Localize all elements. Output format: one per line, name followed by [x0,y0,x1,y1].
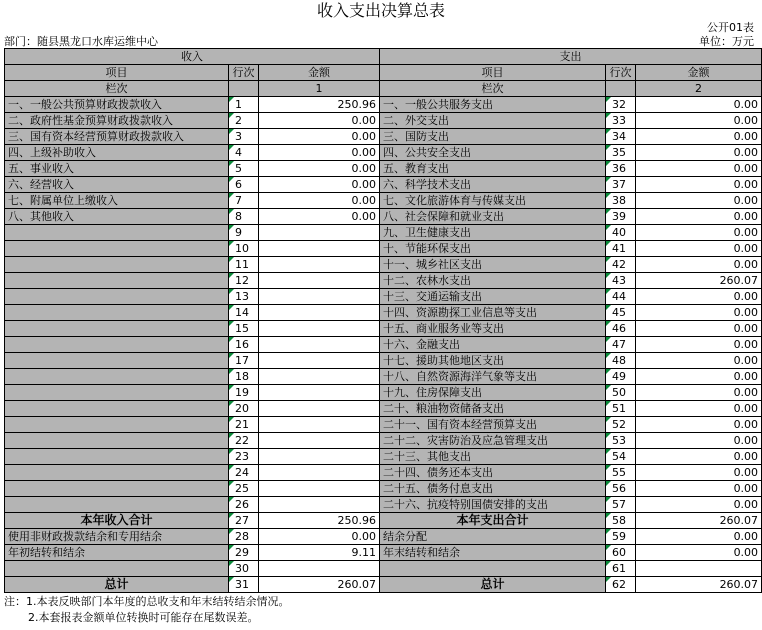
expense-line-number: 53 [606,433,636,449]
income-line-number: 28 [229,529,259,545]
income-amount: 0.00 [259,113,380,129]
table-row [5,177,762,193]
expense-amount: 0.00 [636,529,762,545]
department-label: 部门：随县黑龙口水库运维中心 [4,35,158,48]
expense-amount: 0.00 [636,129,762,145]
table-row [5,273,762,289]
income-line-number: 24 [229,465,259,481]
income-line-number: 16 [229,337,259,353]
expense-line-number: 49 [606,369,636,385]
table-row [5,321,762,337]
expense-item-label: 三、国防支出 [380,129,606,145]
page-title: 收入支出决算总表 [316,1,445,20]
income-item-label [5,417,229,433]
income-item-label [5,289,229,305]
expense-item-label: 七、文化旅游体育与传媒支出 [380,193,606,209]
expense-line-number: 60 [606,545,636,561]
expense-line-number: 46 [606,321,636,337]
expense-amount [636,561,762,577]
table-row [5,417,762,433]
expense-amount: 0.00 [636,305,762,321]
income-item-label [5,449,229,465]
expense-amount: 0.00 [636,385,762,401]
income-item-label: 总计 [5,577,229,593]
income-line-number: 5 [229,161,259,177]
income-line-number: 19 [229,385,259,401]
table-row [5,433,762,449]
table-row [5,353,762,369]
income-amount [259,401,380,417]
expense-amount: 0.00 [636,545,762,561]
expense-item-label: 二十五、债务付息支出 [380,481,606,497]
section-header-row [5,49,762,65]
table-row [5,305,762,321]
income-line-number: 11 [229,257,259,273]
expense-amount: 0.00 [636,481,762,497]
expense-item-label: 十、节能环保支出 [380,241,606,257]
expense-amount: 260.07 [636,577,762,593]
expense-item-label: 二十三、其他支出 [380,449,606,465]
table-row [5,561,762,577]
income-column-label: 栏次 [5,81,229,97]
expense-item-label: 年末结转和结余 [380,545,606,561]
footnote-1: 注：1.本表反映部门本年度的总收支和年末结转结余情况。 [4,595,290,608]
income-line-number: 10 [229,241,259,257]
income-item-label [5,433,229,449]
income-line-number: 20 [229,401,259,417]
table-row [5,401,762,417]
expense-item-label: 十八、自然资源海洋气象等支出 [380,369,606,385]
expense-line-number: 38 [606,193,636,209]
income-line-number: 14 [229,305,259,321]
income-item-label [5,497,229,513]
income-amount [259,465,380,481]
expense-item-label: 二十、粮油物资储备支出 [380,401,606,417]
expense-item-label: 六、科学技术支出 [380,177,606,193]
income-item-label [5,257,229,273]
table-row [5,449,762,465]
income-amount [259,481,380,497]
income-line-number: 9 [229,225,259,241]
income-line-number: 2 [229,113,259,129]
table-row [5,529,762,545]
income-item-label [5,481,229,497]
income-amount [259,241,380,257]
table-row [5,385,762,401]
income-item-label: 五、事业收入 [5,161,229,177]
table-row [5,129,762,145]
income-amount: 0.00 [259,161,380,177]
income-amount [259,225,380,241]
expense-line-number: 32 [606,97,636,113]
expense-amount: 0.00 [636,161,762,177]
income-item-label [5,273,229,289]
table-row [5,369,762,385]
year-total-row [5,513,762,529]
table-row [5,209,762,225]
income-item-label: 本年收入合计 [5,513,229,529]
income-amount [259,385,380,401]
income-amount: 0.00 [259,193,380,209]
expense-line-number: 35 [606,145,636,161]
income-item-label [5,465,229,481]
expense-line-number: 54 [606,449,636,465]
expense-item-label: 二十一、国有资本经营预算支出 [380,417,606,433]
expense-line-number: 41 [606,241,636,257]
table-row [5,545,762,561]
expense-column-index: 2 [636,81,762,97]
income-line-number: 6 [229,177,259,193]
income-amount [259,449,380,465]
income-amount [259,305,380,321]
column-index-row [5,81,762,97]
expense-line-header: 行次 [606,65,636,81]
income-item-label: 三、国有资本经营预算财政拨款收入 [5,129,229,145]
income-item-label: 八、其他收入 [5,209,229,225]
expense-item-label: 十四、资源勘探工业信息等支出 [380,305,606,321]
income-item-label: 使用非财政拨款结余和专用结余 [5,529,229,545]
expense-amount: 0.00 [636,321,762,337]
expense-amount: 0.00 [636,465,762,481]
expense-line-number: 33 [606,113,636,129]
table-row [5,113,762,129]
expense-line-number: 58 [606,513,636,529]
expense-item-label: 本年支出合计 [380,513,606,529]
income-expense-table [4,48,762,593]
income-amount [259,497,380,513]
income-amount [259,561,380,577]
expense-line-number: 40 [606,225,636,241]
expense-item-label: 十五、商业服务业等支出 [380,321,606,337]
income-amount [259,433,380,449]
expense-amount: 0.00 [636,193,762,209]
expense-line-number: 34 [606,129,636,145]
expense-amount: 0.00 [636,289,762,305]
income-amount: 250.96 [259,97,380,113]
expense-item-label: 十六、金融支出 [380,337,606,353]
expense-amount: 0.00 [636,145,762,161]
expense-line-number: 56 [606,481,636,497]
expense-item-label: 十七、援助其他地区支出 [380,353,606,369]
income-item-label: 四、上级补助收入 [5,145,229,161]
income-line-number: 18 [229,369,259,385]
income-column-blank [229,81,259,97]
column-header-row [5,65,762,81]
table-row [5,241,762,257]
income-item-header: 项目 [5,65,229,81]
expense-item-label: 十二、农林水支出 [380,273,606,289]
expense-item-label: 二十二、灾害防治及应急管理支出 [380,433,606,449]
income-amount [259,417,380,433]
income-item-label: 二、政府性基金预算财政拨款收入 [5,113,229,129]
income-amount [259,257,380,273]
expense-line-number: 48 [606,353,636,369]
expense-line-number: 57 [606,497,636,513]
income-line-number: 1 [229,97,259,113]
income-item-label [5,305,229,321]
grand-total-row [5,577,762,593]
income-item-label [5,369,229,385]
expense-item-label: 十九、住房保障支出 [380,385,606,401]
expense-amount: 260.07 [636,273,762,289]
income-line-number: 3 [229,129,259,145]
table-row [5,97,762,113]
income-amount: 0.00 [259,177,380,193]
income-section-header: 收入 [5,49,380,65]
expense-amount: 0.00 [636,369,762,385]
expense-amount: 0.00 [636,401,762,417]
expense-amount: 260.07 [636,513,762,529]
expense-amount: 0.00 [636,241,762,257]
income-amount: 0.00 [259,209,380,225]
income-line-number: 27 [229,513,259,529]
income-amount [259,337,380,353]
income-item-label [5,401,229,417]
income-column-index: 1 [259,81,380,97]
expense-item-label: 十三、交通运输支出 [380,289,606,305]
footnotes [4,594,290,626]
expense-line-number: 37 [606,177,636,193]
expense-line-number: 52 [606,417,636,433]
expense-item-label: 结余分配 [380,529,606,545]
expense-amount: 0.00 [636,209,762,225]
expense-amount: 0.00 [636,417,762,433]
table-row [5,257,762,273]
expense-column-label: 栏次 [380,81,606,97]
income-amount: 9.11 [259,545,380,561]
expense-item-label [380,561,606,577]
income-line-number: 13 [229,289,259,305]
income-item-label [5,321,229,337]
table-row [5,193,762,209]
form-code: 公开01表 [707,21,754,34]
income-item-label [5,241,229,257]
expense-column-blank [606,81,636,97]
expense-line-number: 45 [606,305,636,321]
expense-item-label: 二、外交支出 [380,113,606,129]
table-row [5,145,762,161]
table-row [5,225,762,241]
expense-item-label: 二十六、抗疫特别国债安排的支出 [380,497,606,513]
income-item-label [5,385,229,401]
income-amount [259,353,380,369]
expense-line-number: 42 [606,257,636,273]
expense-line-number: 39 [606,209,636,225]
expense-amount: 0.00 [636,225,762,241]
expense-item-label: 五、教育支出 [380,161,606,177]
expense-item-label: 总计 [380,577,606,593]
expense-amount: 0.00 [636,97,762,113]
expense-amount: 0.00 [636,177,762,193]
table-row [5,337,762,353]
expense-amount: 0.00 [636,433,762,449]
expense-item-label: 九、卫生健康支出 [380,225,606,241]
income-amount [259,273,380,289]
expense-line-number: 61 [606,561,636,577]
income-item-label [5,337,229,353]
income-amount: 0.00 [259,145,380,161]
expense-amount: 0.00 [636,449,762,465]
expense-item-header: 项目 [380,65,606,81]
income-line-number: 8 [229,209,259,225]
income-line-number: 17 [229,353,259,369]
expense-line-number: 59 [606,529,636,545]
income-amount [259,321,380,337]
income-line-number: 22 [229,433,259,449]
income-line-number: 31 [229,577,259,593]
income-line-number: 4 [229,145,259,161]
expense-amount: 0.00 [636,337,762,353]
income-line-number: 26 [229,497,259,513]
income-amount: 0.00 [259,129,380,145]
expense-amount: 0.00 [636,497,762,513]
expense-item-label: 四、公共安全支出 [380,145,606,161]
income-line-number: 7 [229,193,259,209]
expense-line-number: 55 [606,465,636,481]
income-amount [259,289,380,305]
unit-label: 单位：万元 [699,35,754,48]
table-row [5,465,762,481]
expense-item-label: 一、一般公共服务支出 [380,97,606,113]
income-item-label [5,561,229,577]
income-line-number: 21 [229,417,259,433]
income-amount: 0.00 [259,529,380,545]
expense-item-label: 八、社会保障和就业支出 [380,209,606,225]
table-row [5,289,762,305]
expense-item-label: 十一、城乡社区支出 [380,257,606,273]
expense-line-number: 47 [606,337,636,353]
expense-line-number: 62 [606,577,636,593]
income-amount: 260.07 [259,577,380,593]
expense-amount: 0.00 [636,113,762,129]
expense-item-label: 二十四、债务还本支出 [380,465,606,481]
income-item-label [5,353,229,369]
income-amount-header: 金额 [259,65,380,81]
expense-amount: 0.00 [636,257,762,273]
expense-amount: 0.00 [636,353,762,369]
income-item-label [5,225,229,241]
income-line-number: 25 [229,481,259,497]
income-line-number: 15 [229,321,259,337]
expense-section-header: 支出 [380,49,762,65]
expense-line-number: 50 [606,385,636,401]
income-item-label: 七、附属单位上缴收入 [5,193,229,209]
expense-line-number: 36 [606,161,636,177]
table-row [5,497,762,513]
income-line-number: 12 [229,273,259,289]
expense-line-number: 44 [606,289,636,305]
expense-line-number: 51 [606,401,636,417]
income-amount [259,369,380,385]
expense-amount-header: 金额 [636,65,762,81]
income-line-number: 30 [229,561,259,577]
table-row [5,481,762,497]
income-item-label: 一、一般公共预算财政拨款收入 [5,97,229,113]
table-row [5,161,762,177]
expense-line-number: 43 [606,273,636,289]
income-line-number: 23 [229,449,259,465]
income-line-number: 29 [229,545,259,561]
income-amount: 250.96 [259,513,380,529]
footnote-2: 2.本套报表金额单位转换时可能存在尾数误差。 [28,611,259,624]
income-item-label: 六、经营收入 [5,177,229,193]
income-line-header: 行次 [229,65,259,81]
income-item-label: 年初结转和结余 [5,545,229,561]
